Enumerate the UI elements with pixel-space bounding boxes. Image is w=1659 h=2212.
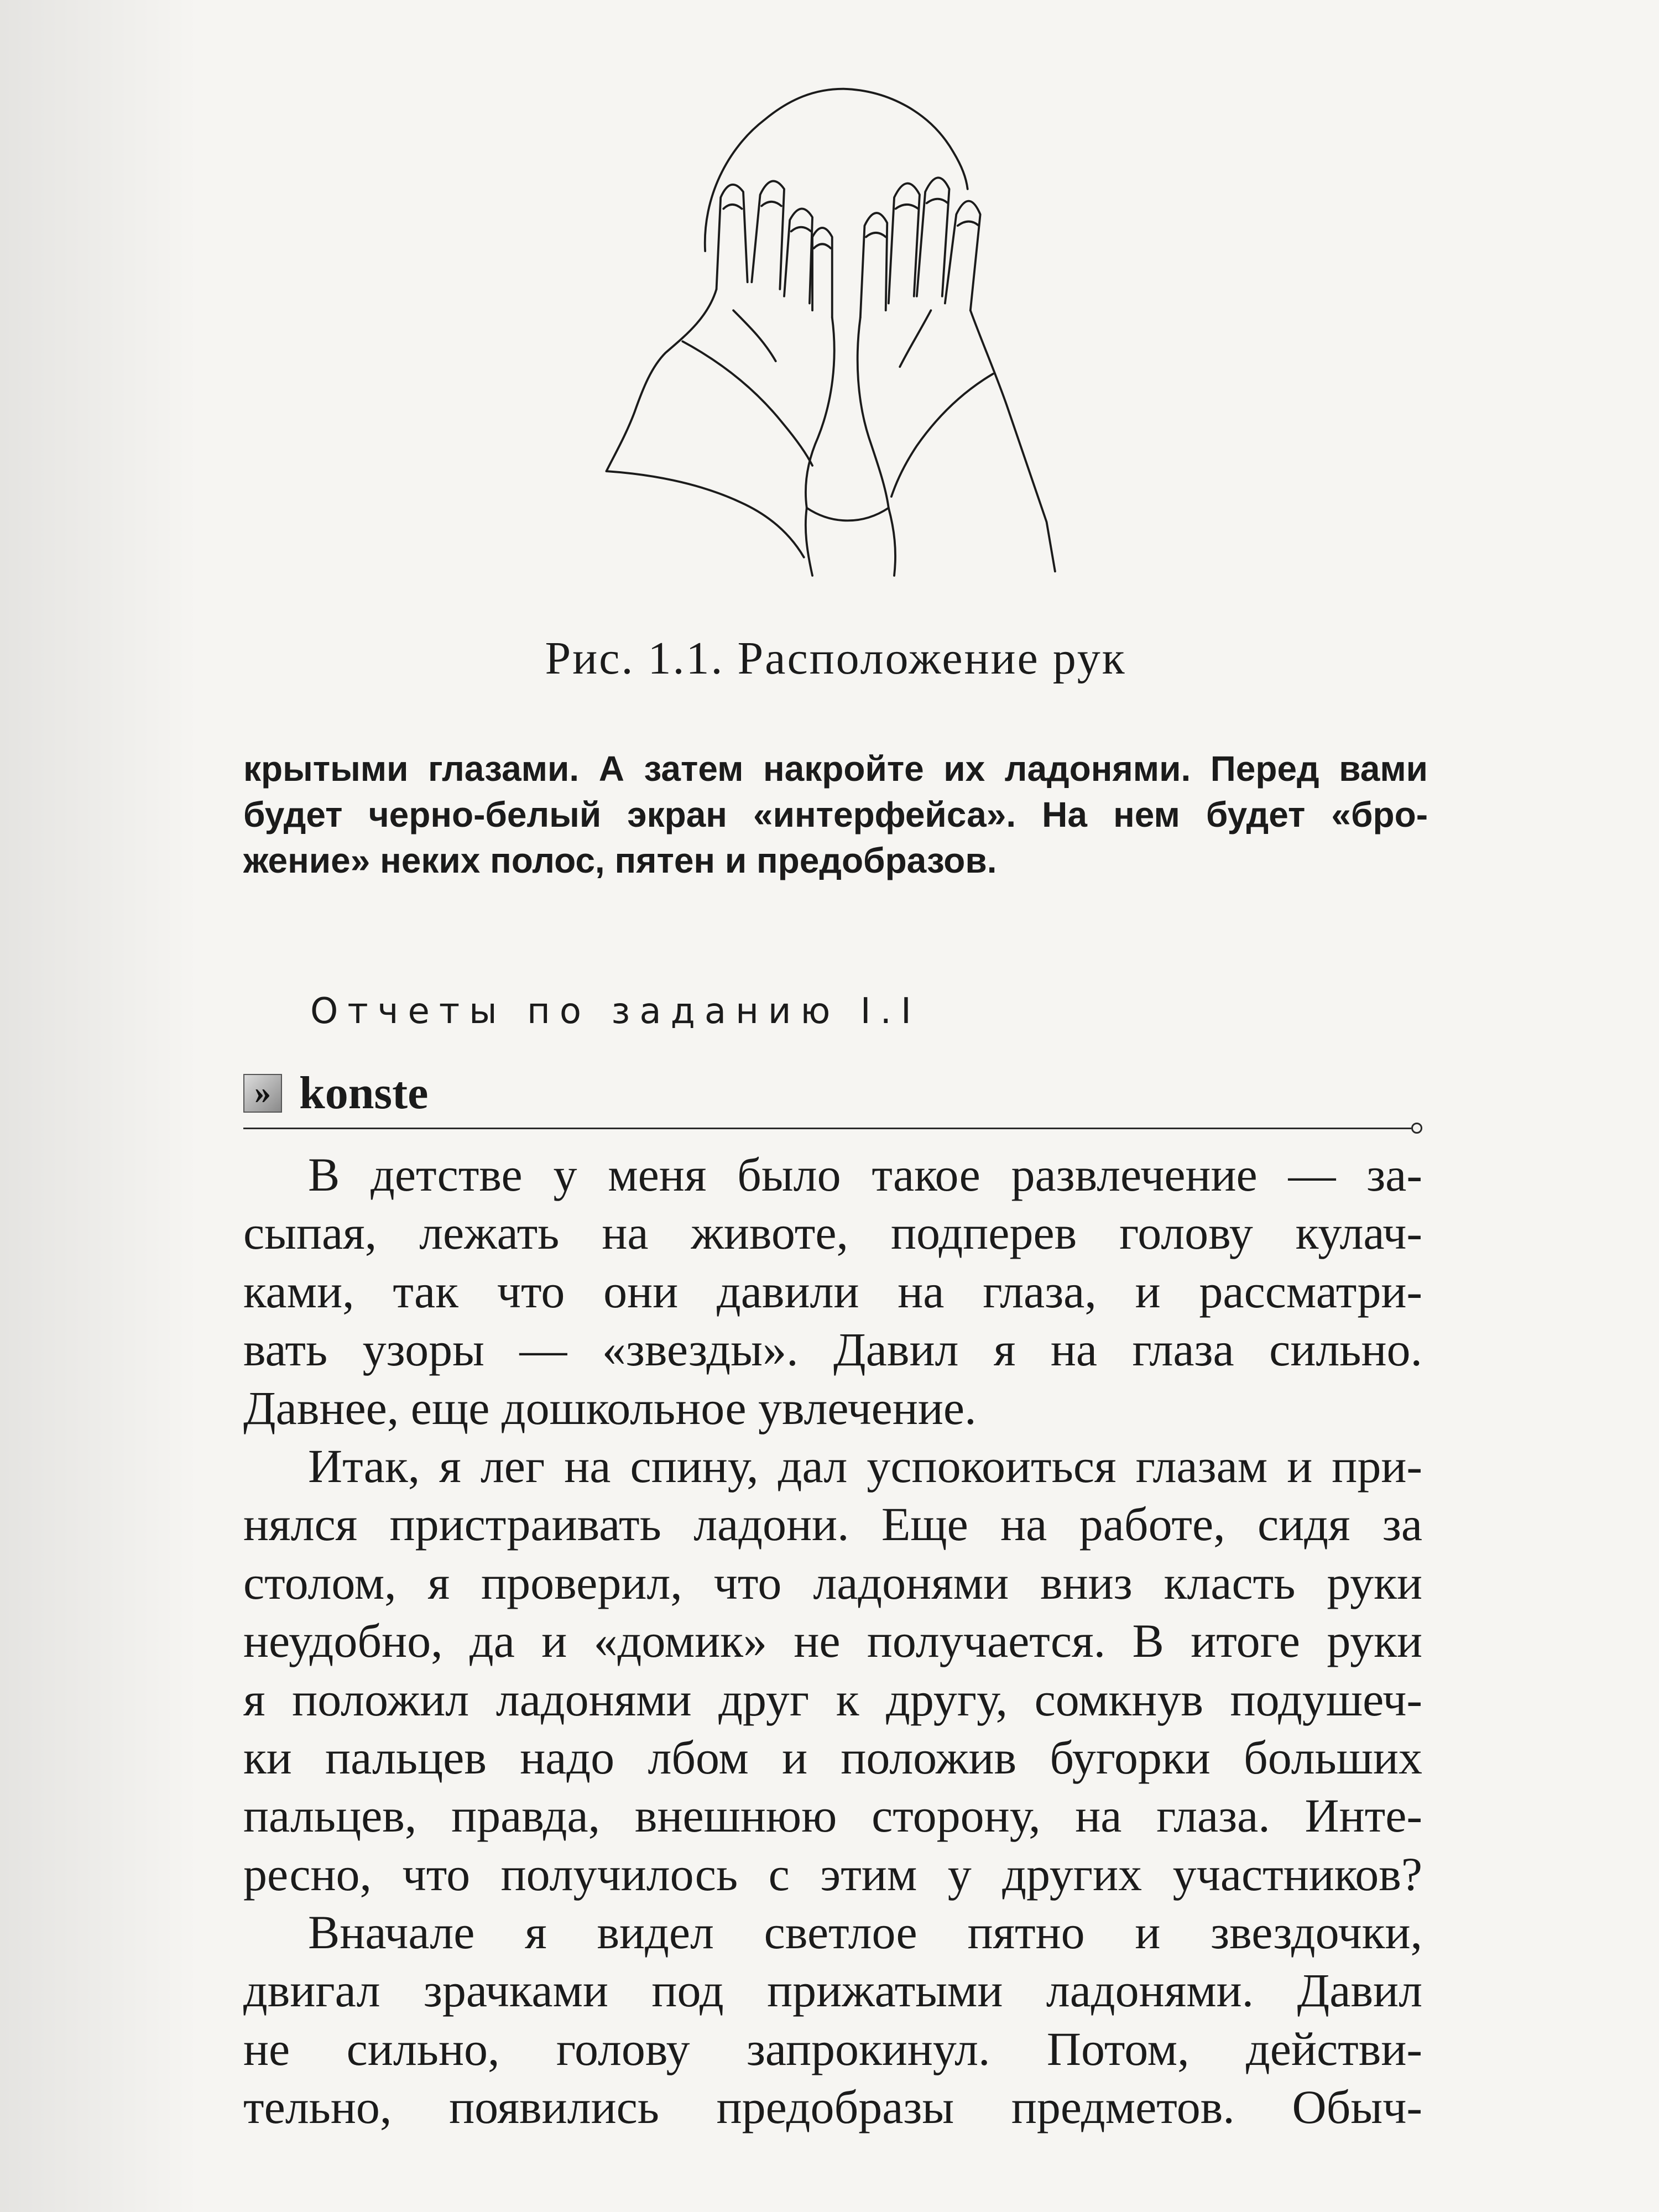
palm-inner-edge <box>858 317 889 508</box>
text-line: не сильно, голову запрокинул. Потом, действи- <box>243 2022 1422 2075</box>
fingernail <box>866 233 886 237</box>
chin-and-collar <box>806 508 895 575</box>
fingernail <box>896 205 919 209</box>
fingernail <box>723 205 742 209</box>
paragraph <box>243 1146 1422 1437</box>
finger <box>889 184 920 304</box>
finger <box>752 181 784 289</box>
fingernail <box>761 202 781 206</box>
text-line: двигал зрачками под прижатыми ладонями. Давил <box>243 1964 1422 2017</box>
section-heading: Отчеты по заданию I.I <box>310 991 921 1032</box>
instruction-paragraph <box>243 746 1428 884</box>
text-line: вать узоры — «звезды». Давил я на глаза сильно. <box>243 1323 1422 1376</box>
palm-outer-edge <box>607 289 717 471</box>
left-hand <box>607 181 834 557</box>
text-line: нялся пристраивать ладони. Еще на работе, сидя за <box>243 1498 1422 1551</box>
text-line: крытыми глазами. А затем накройте их ладонями. Перед вами <box>243 749 1428 789</box>
text-line: ки пальцев надо лбом и положив бугорки больших <box>243 1730 1422 1784</box>
palm-crease <box>733 310 776 361</box>
palm-inner-edge <box>806 317 834 508</box>
thumb-line <box>682 341 812 466</box>
text-line: Давнее, еще дошкольное увлечение. <box>243 1381 977 1434</box>
right-hand <box>858 178 1055 571</box>
finger <box>784 208 812 303</box>
figure-caption: Рис. 1.1. Расположение рук <box>545 633 1126 684</box>
fingernail <box>814 244 831 248</box>
scan-edge-shadow <box>0 0 199 2212</box>
underline-end-circle <box>1411 1123 1422 1134</box>
double-chevron-icon: » <box>243 1074 282 1113</box>
paragraph <box>243 1903 1422 2137</box>
collar-line <box>889 508 895 575</box>
finger <box>917 178 950 296</box>
thumb-line <box>891 374 993 497</box>
text-line: пальцев, правда, внешнюю сторону, на глаза. Инте- <box>243 1789 1422 1843</box>
forearm-edge <box>607 471 804 557</box>
palm-crease <box>900 310 931 367</box>
palm-outer-edge <box>971 310 1055 571</box>
text-line: жение» неких полос, пятен и предобразов. <box>243 841 997 880</box>
report-author: konste <box>299 1067 429 1119</box>
paragraph <box>243 1437 1422 1903</box>
text-line: Вначале я видел светлое пятно и звездочки, <box>308 1906 1422 1959</box>
text-line: будет черно-белый экран «интерфейса». На нем будет «бро- <box>243 795 1428 834</box>
chin-line <box>807 508 889 520</box>
text-line: В детстве у меня было такое развлечение — за- <box>308 1148 1422 1201</box>
fingernail <box>958 221 979 226</box>
finger <box>717 185 748 289</box>
text-line: ками, так что они давили на глаза, и рассматри- <box>243 1264 1422 1318</box>
collar-line <box>806 508 812 575</box>
author-underline <box>243 1128 1411 1129</box>
text-line: Итак, я лег на спину, дал успокоиться глазам и при- <box>308 1439 1422 1493</box>
finger <box>860 213 887 317</box>
text-line: столом, я проверил, что ладонями вниз класть руки <box>243 1556 1422 1609</box>
fingernail <box>927 199 948 204</box>
finger <box>945 201 980 310</box>
text-line: сыпая, лежать на животе, подперев голову кулач- <box>243 1206 1422 1260</box>
finger <box>812 228 832 317</box>
hands-over-eyes-illustration <box>592 85 1058 578</box>
text-line: ресно, что получилось с этим у других участников? <box>243 1847 1422 1901</box>
fingernail <box>791 227 811 232</box>
report-text <box>243 1146 1422 2137</box>
text-line: неудобно, да и «домик» не получается. В итоге руки <box>243 1614 1422 1668</box>
text-line: тельно, появились предобразы предметов. Обыч- <box>243 2080 1422 2134</box>
text-line: я положил ладонями друг к другу, сомкнув подушеч- <box>243 1672 1422 1726</box>
